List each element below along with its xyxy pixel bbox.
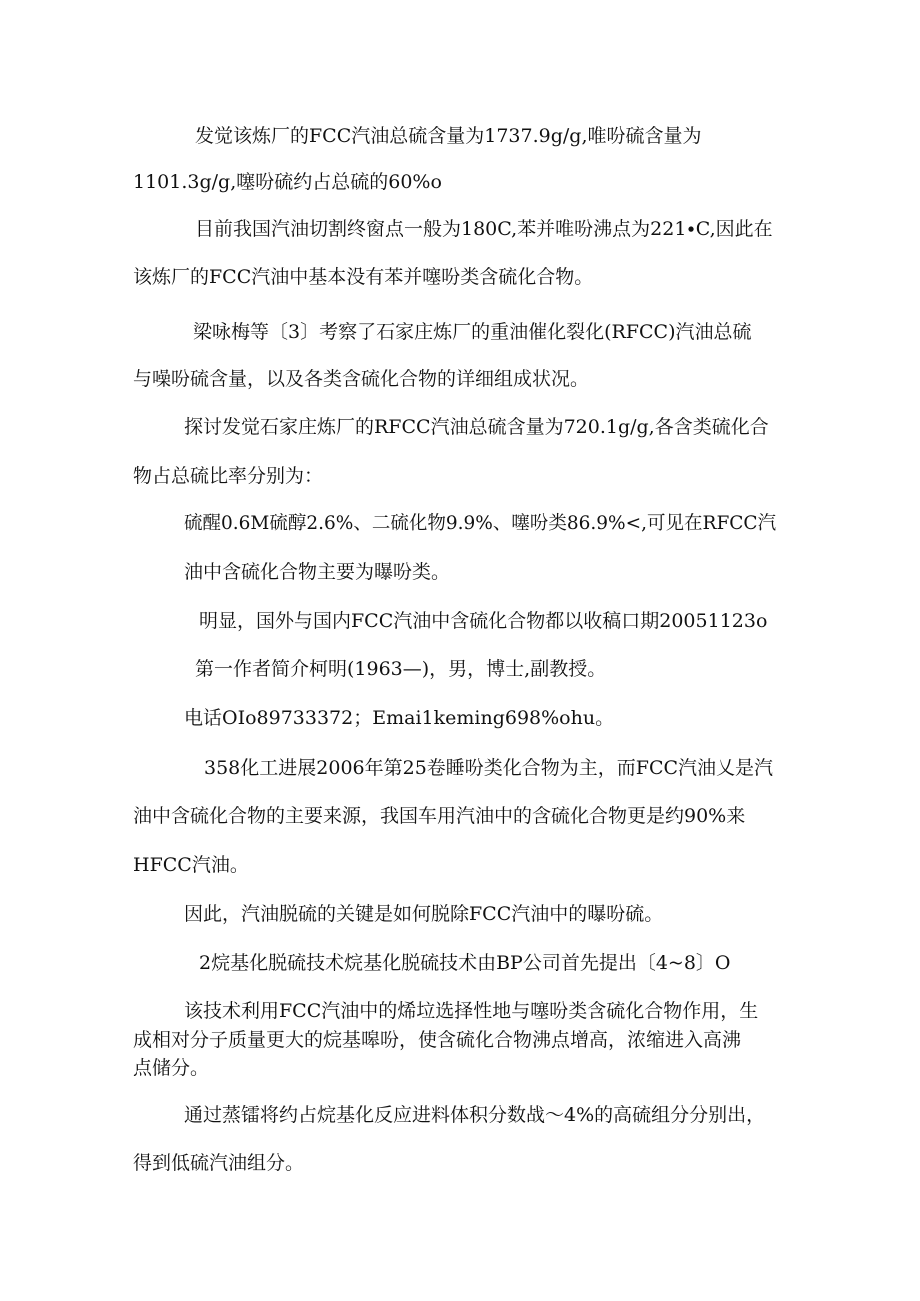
text-line: 硫醒0.6M硫醇2.6%、二硫化物9.9%、噻吩类86.9%<,可见在RFCC汽 bbox=[184, 513, 777, 534]
text-line: 该炼厂的FCC汽油中基本没有苯并噻吩类含硫化合物。 bbox=[133, 266, 594, 288]
text-line: 得到低硫汽油组分。 bbox=[133, 1152, 305, 1174]
text-line: HFCC汽油。 bbox=[133, 854, 249, 876]
text-line: 油中含硫化合物主要为曝吩类。 bbox=[184, 561, 451, 583]
text-line: 探讨发觉石家庄炼厂的RFCC汽油总硫含量为720.1g∕g,各含类硫化合 bbox=[184, 416, 769, 438]
text-line: 通过蒸镭将约占烷基化反应进料体积分数战～4%的高硫组分分别出， bbox=[184, 1104, 766, 1126]
text-line: 358化工进展2006年第25卷睡吩类化合物为主，而FCC汽油乂是汽 bbox=[204, 757, 774, 779]
text-line: 油中含硫化合物的主要来源，我国车用汽油中的含硫化合物更是约90%来 bbox=[133, 805, 746, 827]
text-line: 发觉该炼厂的FCC汽油总硫含量为1737.9g∕g,唯吩硫含量为 bbox=[195, 125, 702, 147]
text-line: 明显，国外与国内FCC汽油中含硫化合物都以收稿口期20051123o bbox=[199, 610, 768, 632]
text-line: 与噪吩硫含量，以及各类含硫化合物的详细组成状况。 bbox=[133, 368, 590, 390]
text-line: 该技术利用FCC汽油中的烯垃选择性地与噻吩类含硫化合物作用，生 bbox=[184, 1000, 759, 1022]
text-line: 物占总硫比率分别为： bbox=[133, 465, 324, 487]
text-line: 因此，汽油脱硫的关键是如何脱除FCC汽油中的曝吩硫。 bbox=[184, 903, 664, 925]
text-line: 2烷基化脱硫技术烷基化脱硫技术由BP公司首先提出〔4~8〕O bbox=[199, 952, 731, 974]
text-line: 成相对分子质量更大的烷基嗥吩，使含硫化合物沸点增高，浓缩进入高沸 bbox=[133, 1029, 742, 1051]
text-line: 电话OIo89733372；Emai1keming698%ohu。 bbox=[184, 707, 615, 729]
text-line: 1101.3g∕g,噻吩硫约占总硫的60%o bbox=[133, 171, 442, 193]
text-line: 目前我国汽油切割终窗点一般为180C,苯并唯吩沸点为221∙C,因此在 bbox=[195, 218, 773, 240]
text-line: 梁咏梅等〔3〕考察了石家庄炼厂的重油催化裂化(RFCC)汽油总硫 bbox=[193, 321, 752, 343]
text-line: 点储分。 bbox=[133, 1057, 210, 1079]
text-line: 第一作者简介柯明(1963—)，男，博士,副教授。 bbox=[195, 658, 607, 680]
